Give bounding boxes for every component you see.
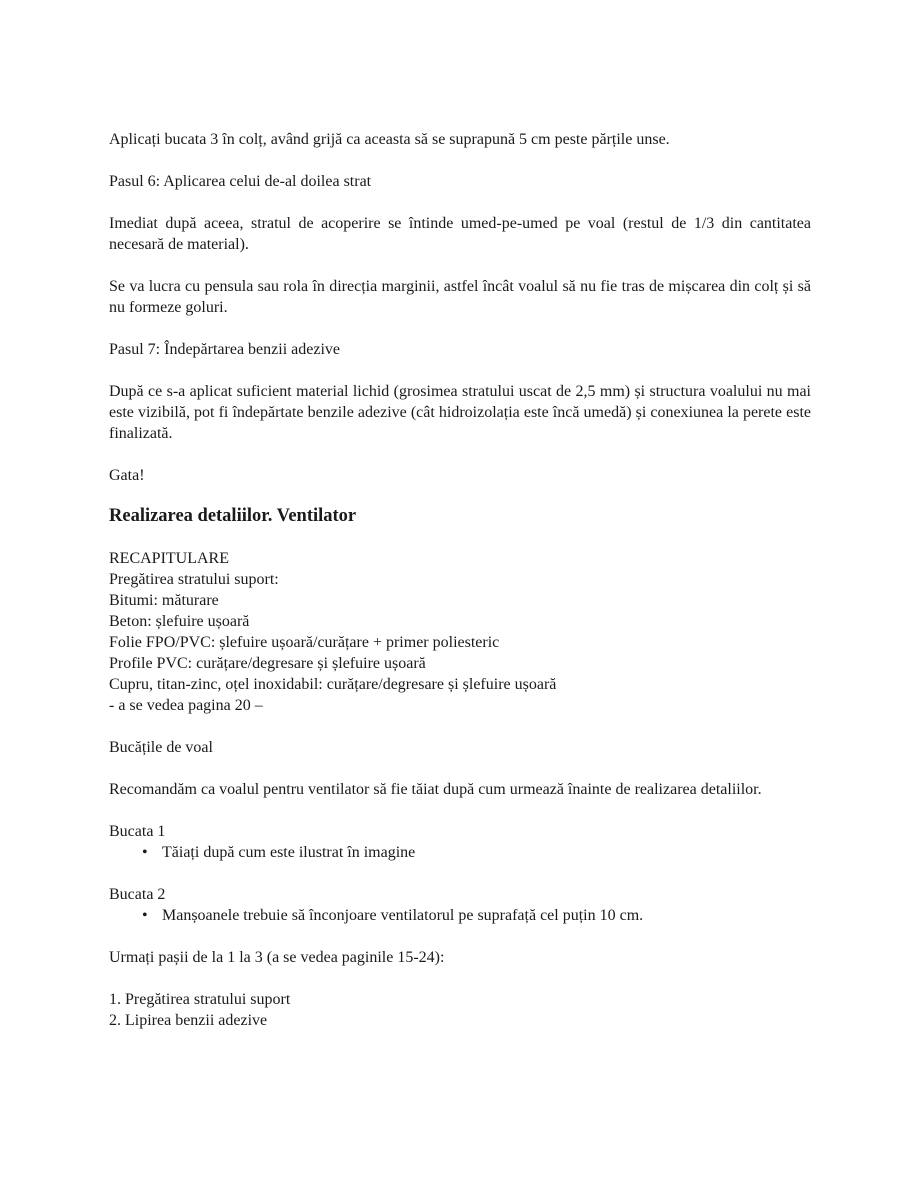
step-7-title: Pasul 7: Îndepărtarea benzii adezive <box>109 341 340 358</box>
paragraph-done: Gata! <box>109 467 145 484</box>
recap-line: Pregătirea stratului suport: <box>109 571 279 588</box>
piece-2-list <box>109 905 811 926</box>
recap-page-reference: - a se vedea pagina 20 – <box>109 697 263 714</box>
paragraph-apply-piece-3: Aplicați bucata 3 în colț, având grijă ca aceasta să se suprapună 5 cm peste părțile unse. <box>109 131 670 148</box>
paragraph-brush-direction: Se va lucra cu pensula sau rola în direcția marginii, astfel încât voalul să nu fie tras de mișcarea din colț și să nu formeze goluri. <box>109 278 811 316</box>
piece-1-label: Bucata 1 <box>109 823 166 840</box>
recap-title: RECAPITULARE <box>109 550 229 567</box>
recap-line: Cupru, titan-zinc, oțel inoxidabil: curățare/degresare și șlefuire ușoară <box>109 676 557 693</box>
recap-block <box>109 548 811 716</box>
list-item-text: Tăiați după cum este ilustrat în imagine <box>162 844 416 861</box>
numbered-step: 2. Lipirea benzii adezive <box>109 1012 268 1029</box>
follow-steps-text: Urmați pașii de la 1 la 3 (a se vedea paginile 15-24): <box>109 949 445 966</box>
paragraph-remove-tape: După ce s-a aplicat suficient material lichid (grosimea stratului uscat de 2,5 mm) și structura voalului nu mai este vizibilă, pot fi îndepărtate benzile adezive (cât hidroizolația este încă umedă) și conexiunea la perete este finalizată. <box>109 383 811 442</box>
document-page <box>109 129 811 1031</box>
numbered-step: 1. Pregătirea stratului suport <box>109 991 291 1008</box>
pieces-title: Bucățile de voal <box>109 739 213 756</box>
paragraph-recommend-cut: Recomandăm ca voalul pentru ventilator să fie tăiat după cum urmează înainte de realizarea detaliilor. <box>109 781 762 798</box>
piece-1-list <box>109 842 811 863</box>
list-item <box>109 842 811 863</box>
paragraph-wet-on-wet: Imediat după aceea, stratul de acoperire se întinde umed-pe-umed pe voal (restul de 1/3 din cantitatea necesară de material). <box>109 215 811 253</box>
recap-line: Bitumi: măturare <box>109 592 219 609</box>
piece-2-label: Bucata 2 <box>109 886 166 903</box>
list-item-text: Manșoanele trebuie să înconjoare ventilatorul pe suprafață cel puțin 10 cm. <box>162 907 644 924</box>
bullet-icon: • <box>142 907 148 924</box>
section-heading: Realizarea detaliilor. Ventilator <box>109 506 357 526</box>
step-6-title: Pasul 6: Aplicarea celui de-al doilea strat <box>109 173 372 190</box>
bullet-icon: • <box>142 844 148 861</box>
recap-line: Beton: șlefuire ușoară <box>109 613 250 630</box>
recap-line: Profile PVC: curățare/degresare și șlefuire ușoară <box>109 655 426 672</box>
recap-line: Folie FPO/PVC: șlefuire ușoară/curățare + primer poliesteric <box>109 634 500 651</box>
list-item <box>109 905 811 926</box>
